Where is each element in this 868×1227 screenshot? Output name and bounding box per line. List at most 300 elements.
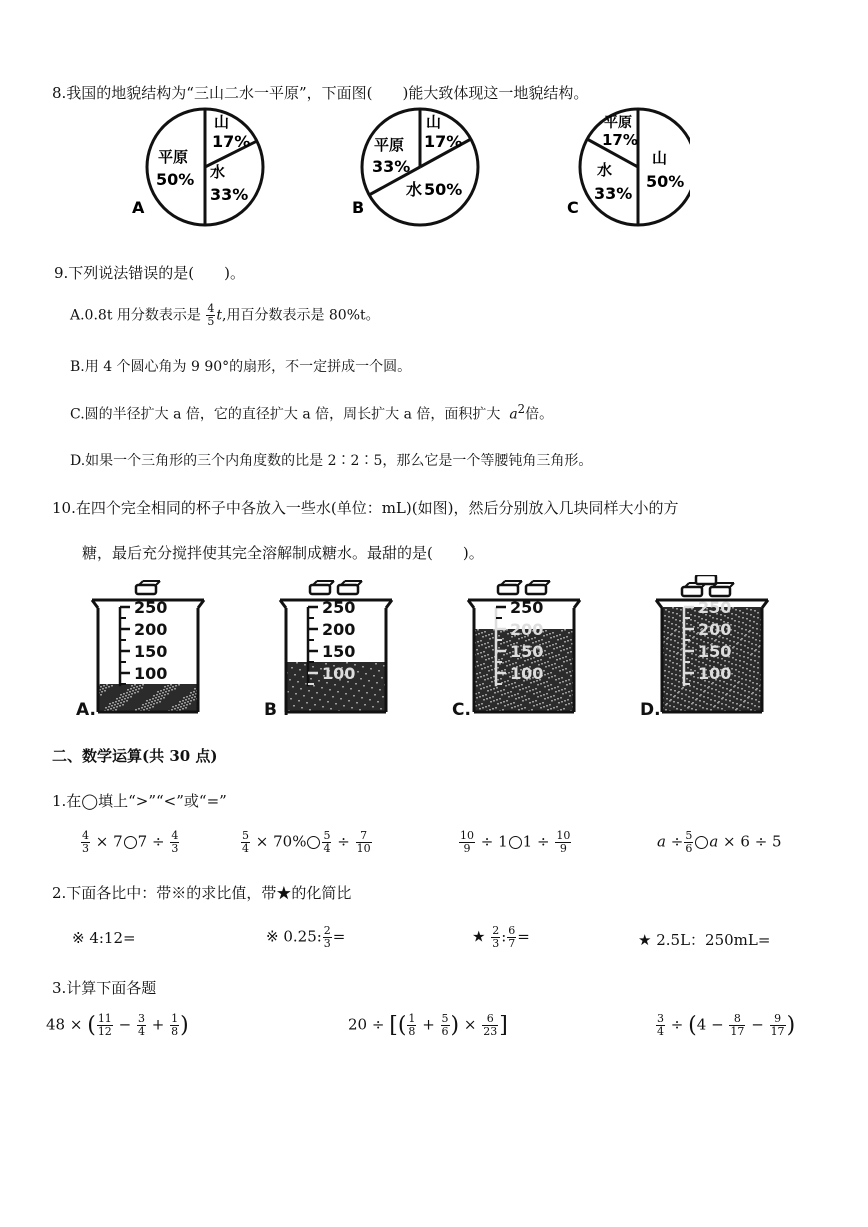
pie-a-letter: A — [132, 198, 145, 217]
water-texture — [755, 644, 757, 646]
water-texture — [478, 704, 480, 706]
water-texture — [693, 686, 695, 688]
water-texture — [699, 700, 701, 702]
water-texture — [695, 699, 697, 701]
water-texture — [100, 686, 102, 688]
water-texture — [664, 625, 666, 627]
water-texture — [503, 654, 505, 656]
water-texture — [485, 659, 487, 661]
water-texture — [503, 701, 505, 703]
water-texture — [757, 667, 759, 669]
water-texture — [665, 654, 667, 656]
water-texture — [479, 708, 481, 710]
water-texture — [146, 708, 148, 710]
cup-tick-label: 100 — [322, 664, 356, 683]
water-texture — [757, 612, 759, 614]
water-texture — [379, 689, 381, 691]
cup-letter: A. — [76, 700, 96, 720]
water-texture — [497, 679, 499, 681]
water-texture — [332, 696, 334, 698]
water-texture — [290, 698, 292, 700]
water-texture — [741, 683, 743, 685]
water-texture — [313, 685, 315, 687]
water-texture — [754, 610, 756, 612]
water-texture — [667, 627, 669, 629]
water-texture — [371, 687, 373, 689]
water-texture — [713, 706, 715, 708]
water-texture — [569, 695, 571, 697]
compare-circle[interactable] — [695, 836, 708, 849]
water-texture — [321, 687, 323, 689]
water-texture — [378, 670, 380, 672]
water-texture — [127, 689, 129, 691]
water-texture — [551, 676, 553, 678]
water-texture — [376, 682, 378, 684]
water-texture — [741, 633, 743, 635]
water-texture — [486, 686, 488, 688]
water-texture — [668, 621, 670, 623]
water-texture — [699, 705, 701, 707]
q9-a-fraction: $\frac{4}{5}$ — [207, 302, 215, 328]
water-texture — [101, 691, 103, 693]
water-texture — [711, 688, 713, 690]
water-texture — [748, 691, 750, 693]
water-texture — [507, 692, 509, 694]
water-texture — [546, 646, 548, 648]
water-texture — [681, 693, 683, 695]
water-texture — [693, 626, 695, 628]
water-texture — [687, 657, 689, 659]
water-texture — [717, 702, 719, 704]
water-texture — [696, 693, 698, 695]
water-texture — [555, 655, 557, 657]
water-texture — [737, 637, 739, 639]
water-texture — [350, 688, 352, 690]
cup-tick-label: 250 — [510, 598, 544, 617]
water-texture — [510, 691, 512, 693]
water-texture — [345, 693, 347, 695]
water-texture — [517, 693, 519, 695]
water-texture — [136, 686, 138, 688]
water-texture — [168, 690, 170, 692]
water-texture — [689, 690, 691, 692]
water-texture — [169, 687, 171, 689]
water-texture — [745, 624, 747, 626]
water-texture — [123, 693, 125, 695]
water-texture — [369, 699, 371, 701]
water-texture — [750, 609, 752, 611]
water-texture — [118, 700, 120, 702]
water-texture — [138, 708, 140, 710]
water-texture — [175, 685, 177, 687]
water-texture — [153, 695, 155, 697]
water-texture — [505, 661, 507, 663]
water-texture — [501, 658, 503, 660]
water-texture — [747, 702, 749, 704]
water-texture — [673, 706, 675, 708]
water-texture — [732, 652, 734, 654]
water-texture — [521, 708, 523, 710]
water-texture — [706, 703, 708, 705]
water-texture — [170, 684, 172, 686]
water-texture — [137, 691, 139, 693]
water-texture — [480, 664, 482, 666]
water-texture — [559, 682, 561, 684]
water-texture — [560, 650, 562, 652]
water-texture — [746, 613, 748, 615]
water-texture — [537, 684, 539, 686]
water-texture — [526, 691, 528, 693]
water-texture — [535, 700, 537, 702]
water-texture — [487, 654, 489, 656]
water-texture — [704, 685, 706, 687]
cup-letter: C. — [452, 700, 471, 720]
water-texture — [342, 686, 344, 688]
water-texture — [672, 612, 674, 614]
water-texture — [666, 638, 668, 640]
cup-letter: B . — [264, 700, 290, 720]
water-texture — [677, 697, 679, 699]
pie-a-shui: 水 — [210, 163, 226, 181]
water-texture — [757, 617, 759, 619]
water-texture — [687, 612, 689, 614]
water-texture — [726, 683, 728, 685]
water-texture — [749, 675, 751, 677]
water-texture — [566, 672, 568, 674]
p1-expr-2: $\frac{5}{4}$ × 70% $\frac{5}{4}$ ÷ $\frac{7}{10}$ — [242, 829, 371, 855]
water-texture — [507, 704, 509, 706]
water-texture — [502, 709, 504, 711]
sugar-cube — [696, 575, 716, 584]
water-texture — [566, 636, 568, 638]
water-texture — [664, 620, 666, 622]
water-texture — [566, 648, 568, 650]
water-texture — [685, 694, 687, 696]
water-texture — [750, 709, 752, 711]
water-texture — [563, 649, 565, 651]
water-texture — [507, 633, 509, 635]
water-texture — [141, 687, 143, 689]
water-texture — [104, 690, 106, 692]
water-texture — [666, 698, 668, 700]
water-texture — [377, 701, 379, 703]
water-texture — [569, 659, 571, 661]
water-texture — [753, 666, 755, 668]
water-texture — [529, 690, 531, 692]
water-texture — [739, 610, 741, 612]
water-texture — [710, 704, 712, 706]
water-texture — [489, 709, 491, 711]
water-texture — [160, 698, 162, 700]
water-texture — [743, 656, 745, 658]
water-texture — [691, 708, 693, 710]
water-texture — [477, 665, 479, 667]
water-texture — [757, 672, 759, 674]
water-texture — [738, 621, 740, 623]
water-texture — [555, 691, 557, 693]
water-texture — [485, 635, 487, 637]
water-texture — [743, 651, 745, 653]
water-texture — [192, 694, 194, 696]
water-texture — [746, 668, 748, 670]
water-texture — [293, 705, 295, 707]
water-texture — [729, 700, 731, 702]
water-texture — [515, 698, 517, 700]
pie-a — [132, 109, 263, 225]
p3-expr-2: 20 ÷ [( $\frac{1}{8}$ + $\frac{5}{6}$ ) × $\frac{6}{23}$ ] — [348, 1012, 508, 1038]
water-texture — [194, 696, 196, 698]
water-texture — [179, 709, 181, 711]
water-texture — [504, 669, 506, 671]
water-texture — [750, 664, 752, 666]
water-texture — [556, 647, 558, 649]
water-texture — [536, 692, 538, 694]
water-texture — [672, 662, 674, 664]
water-texture — [500, 690, 502, 692]
water-texture — [484, 667, 486, 669]
water-texture — [677, 647, 679, 649]
water-texture — [665, 709, 667, 711]
water-texture — [569, 671, 571, 673]
water-texture — [511, 695, 513, 697]
water-texture — [544, 650, 546, 652]
water-texture — [745, 674, 747, 676]
water-texture — [163, 689, 165, 691]
pie-a-shui-val: 33% — [210, 185, 249, 204]
water-texture — [492, 661, 494, 663]
water-texture — [381, 677, 383, 679]
water-texture — [111, 705, 113, 707]
water-texture — [183, 705, 185, 707]
water-texture — [692, 692, 694, 694]
water-texture — [740, 649, 742, 651]
water-texture — [144, 706, 146, 708]
water-texture — [688, 701, 690, 703]
water-texture — [546, 693, 548, 695]
water-texture — [362, 666, 364, 668]
water-texture — [737, 692, 739, 694]
water-texture — [670, 694, 672, 696]
water-texture — [756, 683, 758, 685]
water-texture — [528, 686, 530, 688]
water-texture — [500, 643, 502, 645]
water-texture — [532, 701, 534, 703]
water-texture — [558, 690, 560, 692]
water-texture — [693, 681, 695, 683]
water-texture — [671, 678, 673, 680]
water-texture — [562, 693, 564, 695]
water-texture — [563, 637, 565, 639]
water-texture — [485, 706, 487, 708]
water-texture — [554, 687, 556, 689]
water-texture — [511, 707, 513, 709]
water-texture — [675, 674, 677, 676]
water-texture — [508, 696, 510, 698]
water-texture — [120, 694, 122, 696]
cup-tick-label: 150 — [510, 642, 544, 661]
water-texture — [675, 619, 677, 621]
water-texture — [182, 700, 184, 702]
water-texture — [143, 709, 145, 711]
water-texture — [190, 700, 192, 702]
water-texture — [564, 700, 566, 702]
water-texture — [302, 676, 304, 678]
water-texture — [491, 669, 493, 671]
water-texture — [736, 653, 738, 655]
water-texture — [758, 706, 760, 708]
p2-item-2: ※ 0.25: $\frac{2}{3}$ = — [266, 924, 346, 950]
water-texture — [500, 678, 502, 680]
water-texture — [735, 664, 737, 666]
water-texture — [479, 684, 481, 686]
water-texture — [348, 700, 350, 702]
compare-circle[interactable] — [307, 836, 320, 849]
sugar-cube — [682, 587, 702, 596]
water-texture — [177, 707, 179, 709]
water-texture — [163, 697, 165, 699]
water-texture — [492, 696, 494, 698]
water-texture — [490, 701, 492, 703]
q10-cups-figure — [70, 575, 790, 720]
q9-a-t: t — [216, 307, 222, 324]
water-texture — [564, 688, 566, 690]
water-texture — [141, 707, 143, 709]
water-texture — [489, 638, 491, 640]
water-texture — [159, 701, 161, 703]
water-texture — [750, 654, 752, 656]
water-texture — [553, 707, 555, 709]
water-texture — [490, 665, 492, 667]
water-texture — [186, 704, 188, 706]
water-texture — [746, 608, 748, 610]
water-texture — [670, 644, 672, 646]
pie-b-shan: 山 — [426, 113, 442, 131]
water-texture — [734, 675, 736, 677]
water-texture — [674, 640, 676, 642]
q8-pie-charts — [130, 105, 690, 230]
p2-item-1: ※ 4:12= — [72, 929, 136, 947]
water-texture — [568, 679, 570, 681]
water-texture — [505, 685, 507, 687]
water-texture — [493, 629, 495, 631]
water-texture — [737, 687, 739, 689]
water-texture — [552, 656, 554, 658]
water-texture — [750, 614, 752, 616]
water-texture — [489, 697, 491, 699]
water-texture — [365, 673, 367, 675]
water-texture — [477, 641, 479, 643]
water-texture — [185, 699, 187, 701]
water-texture — [542, 702, 544, 704]
water-texture — [487, 690, 489, 692]
water-texture — [691, 703, 693, 705]
water-texture — [483, 663, 485, 665]
water-texture — [733, 636, 735, 638]
q9-a-text: A.0.8t 用分数表示是 — [70, 307, 201, 324]
section2-title: 二、数学运算(共 30 点) — [52, 747, 218, 765]
water-texture — [172, 686, 174, 688]
water-texture — [115, 701, 117, 703]
water-texture — [669, 655, 671, 657]
water-texture — [548, 641, 550, 643]
water-texture — [358, 690, 360, 692]
water-texture — [556, 706, 558, 708]
water-texture — [693, 676, 695, 678]
water-texture — [678, 686, 680, 688]
p2-item-4: ★ 2.5L：250mL= — [638, 931, 771, 949]
water-texture — [550, 672, 552, 674]
water-texture — [556, 635, 558, 637]
water-texture — [506, 653, 508, 655]
water-texture — [515, 686, 517, 688]
pie-a-shan: 山 — [214, 113, 230, 131]
cup-tick-label: 250 — [322, 598, 356, 617]
water-texture — [569, 647, 571, 649]
water-texture — [537, 696, 539, 698]
pie-c-shui-val: 33% — [594, 184, 633, 203]
water-texture — [535, 688, 537, 690]
water-texture — [540, 707, 542, 709]
water-texture — [741, 678, 743, 680]
water-texture — [667, 677, 669, 679]
water-texture — [744, 695, 746, 697]
water-texture — [551, 652, 553, 654]
water-texture — [551, 700, 553, 702]
water-texture — [567, 699, 569, 701]
water-texture — [558, 666, 560, 668]
water-texture — [746, 618, 748, 620]
water-texture — [194, 688, 196, 690]
water-texture — [487, 666, 489, 668]
water-texture — [480, 652, 482, 654]
compare-circle[interactable] — [124, 836, 137, 849]
water-texture — [483, 699, 485, 701]
water-texture — [547, 709, 549, 711]
water-texture — [680, 609, 682, 611]
water-texture — [111, 685, 113, 687]
water-texture — [312, 666, 314, 668]
water-texture — [103, 685, 105, 687]
water-texture — [713, 661, 715, 663]
water-texture — [678, 636, 680, 638]
water-texture — [734, 625, 736, 627]
cup-tick-label: 100 — [510, 664, 544, 683]
water-texture — [116, 706, 118, 708]
water-texture — [732, 657, 734, 659]
water-texture — [743, 701, 745, 703]
compare-circle[interactable] — [509, 836, 522, 849]
water-texture — [149, 707, 151, 709]
water-texture — [308, 690, 310, 692]
water-texture — [569, 683, 571, 685]
water-texture — [106, 684, 108, 686]
water-texture — [135, 709, 137, 711]
water-texture — [544, 674, 546, 676]
water-texture — [327, 701, 329, 703]
water-texture — [736, 703, 738, 705]
water-texture — [518, 685, 520, 687]
water-texture — [743, 706, 745, 708]
water-texture — [545, 654, 547, 656]
water-texture — [703, 696, 705, 698]
water-texture — [522, 688, 524, 690]
water-texture — [729, 690, 731, 692]
water-texture — [732, 647, 734, 649]
water-texture — [740, 699, 742, 701]
water-texture — [745, 684, 747, 686]
water-texture — [500, 631, 502, 633]
water-texture — [739, 705, 741, 707]
